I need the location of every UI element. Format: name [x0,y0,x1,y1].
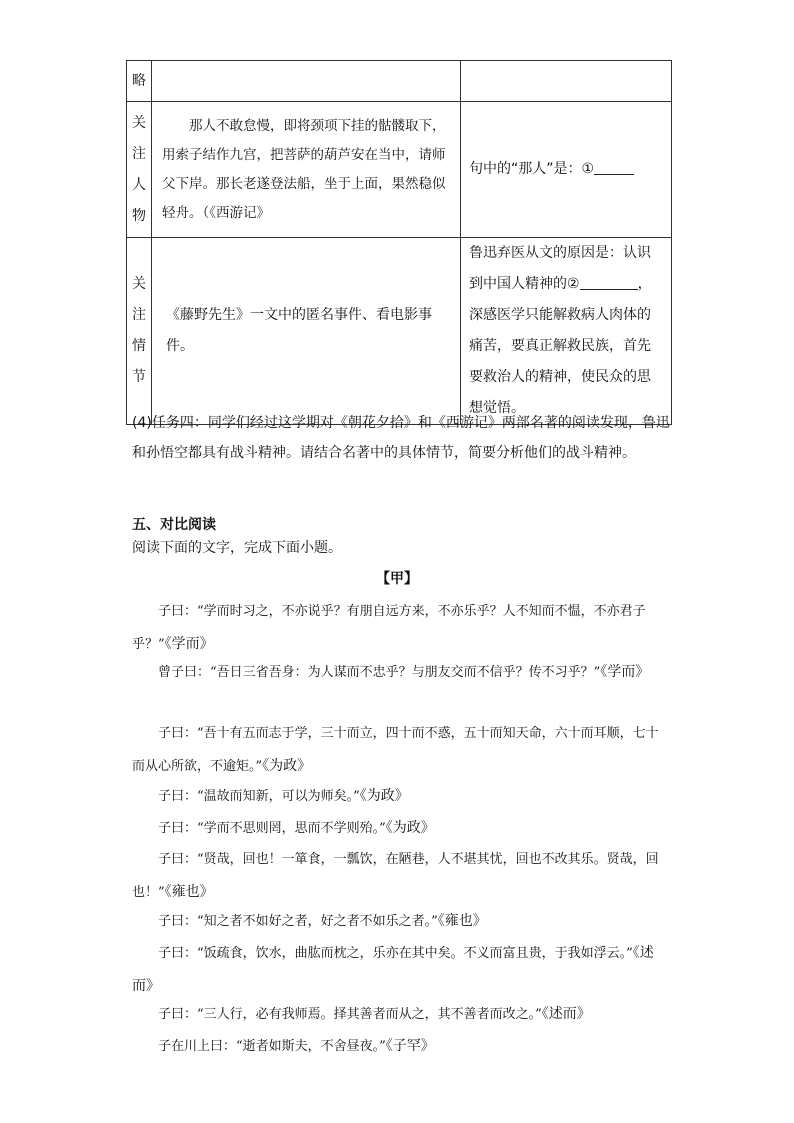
quote-source: 《为政》 [385,820,435,836]
quote-text: 子曰：“贤哉，回也！一箪食，一瓢饮，在陋巷，人不堪其忧，回也不改其乐。贤哉，回也！” [132,852,659,900]
question-lu-xun-reason [461,238,671,424]
blank-marker-2: ② [567,276,580,292]
analects-quote [132,718,667,783]
quote-text: 子曰：“温故而知新，可以为师矣。” [158,789,360,804]
quote-source: 《为政》 [262,758,312,774]
analects-quote [132,1030,667,1063]
row-label-plot [127,238,152,425]
question-part1: 鲁迅弃医从文的原因是：认识到中国人精神的 [469,245,651,292]
table-row-character [127,102,672,238]
quote-source: 《述而》 [132,945,654,994]
quote-source: 《雍也》 [437,913,487,929]
label-char: 人 [132,176,146,193]
row-question-character-cell [461,102,672,238]
reading-task-table [126,60,672,425]
label-char: 关 [132,276,146,292]
quote-source: 《雍也》 [164,884,214,900]
quote-text: 子曰：“知之者不如好之者，好之者不如乐之者。” [158,914,438,929]
row-text-character-cell [152,102,461,238]
quote-source: 《学而》 [600,664,650,680]
table-row-plot [127,238,672,425]
question-that-person [461,154,671,185]
task4-question: (4)任务四：同学们经过这学期对《朝花夕拾》和《西游记》两部名著的阅读发现，鲁迅和孙悟空都具有战斗精神。请结合名著中的具体情节，简要分析他们的战斗精神。 [132,415,670,461]
section5-instruction: 阅读下面的文字，完成下面小题。 [132,540,342,556]
journey-west-excerpt: 那人不敢怠慢，即将颈项下挂的骷髅取下，用索子结作九宫，把菩萨的葫芦安在当中，请师父下岸。那长老遂登法船，坐于上面，果然稳似轻舟。（《西游记》 [162,117,446,221]
label-char: 注 [132,307,146,323]
analects-quote [132,596,667,661]
analects-quote [132,998,667,1031]
label-char: 情 [132,338,146,354]
row-question-strategy [461,61,672,102]
label-char: 物 [132,207,146,224]
analects-quote [132,937,667,1003]
label-char: 注 [132,145,146,162]
analects-quote [132,656,667,689]
table-row-strategy [127,61,672,102]
quote-text: 子曰：“吾十有五而志于学，三十而立，四十而不惑，五十而知天命，六十而耳顺，七十而从心所欲，不逾矩。” [132,726,659,774]
section5-heading: 五、对比阅读 [132,517,216,533]
quote-source: 《述而》 [541,1006,591,1022]
row-label-character [127,102,152,238]
fujino-events-text: 《藤野先生》一文中的匿名事件、看电影事件。 [166,307,432,354]
answer-blank-1[interactable] [594,160,634,175]
row-question-plot-cell [461,238,672,425]
quote-text: 子在川上曰：“逝者如斯夫，不舍昼夜。” [158,1039,386,1054]
row-text-plot-cell [152,238,461,425]
quote-source: 《为政》 [359,788,409,804]
quote-text: 子曰：“饭疏食，饮水，曲肱而枕之，乐亦在其中矣。不义而富且贵，于我如浮云。” [158,946,633,961]
quote-text: 子曰：“学而时习之，不亦说乎？有朋自远方来，不亦乐乎？人不知而不愠，不亦君子乎？” [132,604,646,652]
blank-marker-1: ① [581,161,595,177]
row-label-strategy: 略 [127,61,152,102]
quote-source: 《子罕》 [385,1038,435,1054]
question-prefix: 句中的“那人”是： [469,161,582,177]
analects-quote [132,844,667,909]
quote-source: 《学而》 [164,636,214,652]
part-jia-title: 【甲】 [376,571,418,587]
analects-quote [132,905,667,938]
quote-text: 曾子曰：“吾日三省吾身：为人谋而不忠乎？与朋友交而不信乎？传不习乎？” [158,665,601,680]
label-char: 节 [132,369,146,385]
analects-quote [132,812,667,845]
answer-blank-2[interactable] [580,275,638,290]
question-part2: ，深感医学只能解救病人肉体的痛苦，要真正解救民族，首先要救治人的精神，使民众的思想觉悟。 [469,276,652,416]
row-text-strategy [152,61,461,102]
quote-text: 子曰：“三人行，必有我师焉。择其善者而从之，其不善者而改之。” [158,1007,542,1022]
quote-text: 子曰：“学而不思则罔，思而不学则殆。” [158,821,386,836]
label-char: 关 [132,114,146,131]
analects-quote [132,780,667,813]
